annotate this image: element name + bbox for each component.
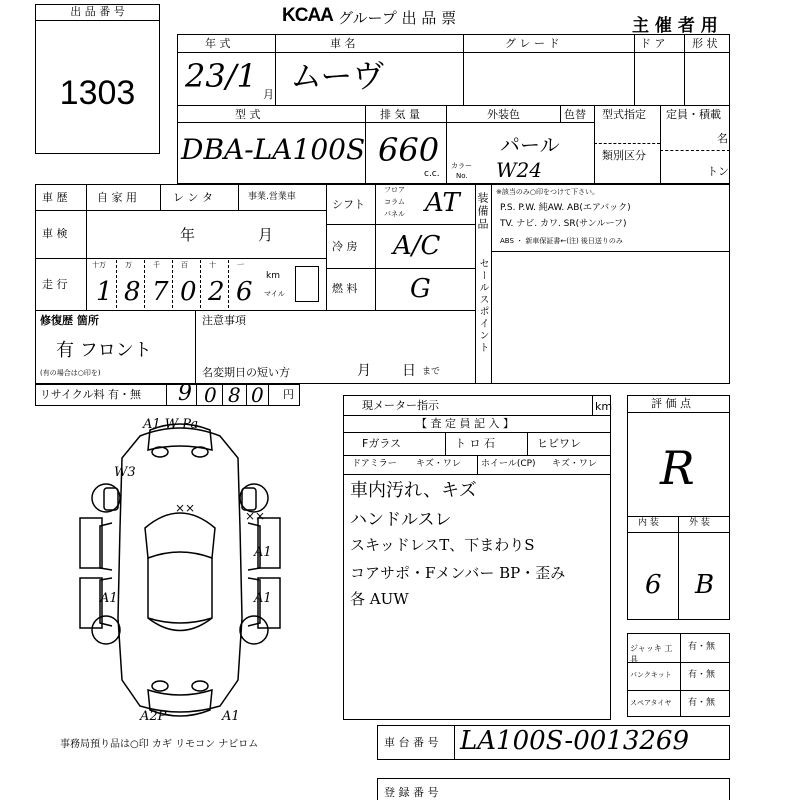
equipment-note: ※該当のみ○印をつけて下さい。	[496, 188, 599, 196]
divider	[144, 260, 145, 308]
divider	[477, 455, 478, 474]
digit-label-10k: 万	[125, 261, 132, 269]
divider	[326, 224, 475, 225]
wheel-scratch-label: キズ・ワレ	[552, 459, 597, 469]
unit-persons: 名	[717, 132, 728, 145]
deadline-label: 名変期日の短い方	[202, 366, 290, 379]
private-use-option: 自 家 用	[97, 191, 137, 204]
divider	[491, 251, 730, 252]
damage-annotation: A1 W Pa	[143, 417, 199, 432]
business-option: 事業.営業車	[248, 192, 296, 202]
car-damage-diagram	[70, 418, 290, 728]
divider	[222, 384, 223, 406]
digit-label-1k: 千	[153, 261, 160, 269]
equipment-label: 装備品	[476, 192, 489, 231]
ext-color-value: パール	[500, 133, 560, 157]
divider	[238, 184, 239, 210]
color-change-label: 色替	[564, 108, 586, 121]
fglass-options: ト ロ 石	[455, 437, 495, 450]
digit-label-1: 一	[237, 261, 244, 269]
divider	[86, 184, 87, 310]
divider	[445, 432, 446, 455]
color-no-value: W24	[496, 158, 543, 182]
shift-value: AT	[425, 188, 460, 218]
color-label: カラー	[451, 162, 472, 170]
mileage-digit: 6	[236, 277, 253, 307]
rating-value: R	[660, 441, 695, 495]
divider	[35, 20, 160, 21]
divider	[375, 184, 376, 310]
deadline-day: 日	[402, 363, 416, 379]
meter-label: 現メーター指示	[362, 399, 439, 412]
divider	[177, 52, 730, 53]
divider	[527, 432, 528, 455]
crack-label: ヒビワレ	[537, 437, 581, 450]
divider	[463, 34, 464, 106]
repair-history-label: 修復歴 箇所	[40, 314, 99, 327]
divider	[177, 105, 730, 106]
divider	[160, 184, 161, 210]
jack-yes-no: 有・無	[688, 642, 716, 652]
divider	[35, 258, 326, 259]
divider	[680, 633, 681, 717]
puncture-kit-label: パンクキット	[630, 671, 672, 679]
door-label: ド ア	[640, 37, 666, 50]
model-designation-label: 型式指定	[602, 108, 646, 121]
fglass-label: Fガラス	[362, 437, 401, 450]
shape-label: 形 状	[692, 37, 718, 50]
yen-unit: 円	[283, 388, 294, 401]
car-name-value: ムーヴ	[290, 57, 385, 95]
registration-label: 登 録 番 号	[384, 786, 439, 799]
rating-label: 評 価 点	[651, 397, 691, 410]
divider	[166, 384, 167, 406]
rental-option: レ ン タ	[173, 191, 213, 204]
digit-label-100: 百	[181, 261, 188, 269]
report-note: 各 AUW	[350, 590, 409, 608]
recycle-digit: 0	[204, 383, 217, 407]
report-note: スキッドレスT、下まわりS	[350, 536, 535, 554]
divider	[343, 474, 611, 475]
spare-tire-label: スペアタイヤ	[630, 699, 672, 707]
repair-note: (有の場合は○印を)	[40, 369, 101, 377]
mirror-scratch-label: キズ・ワレ	[416, 459, 461, 469]
mileage-label: 走 行	[42, 278, 68, 291]
divider	[246, 384, 247, 406]
lot-number: 1303	[59, 74, 136, 112]
mileage-digit: 7	[152, 277, 169, 307]
mileage-digit: 0	[180, 277, 197, 307]
chassis-number-label: 車 台 番 号	[384, 736, 439, 749]
divider	[200, 260, 201, 308]
mileage-digit: 2	[208, 277, 225, 307]
shift-column: コラム	[384, 198, 405, 206]
digit-label-10: 十	[209, 261, 216, 269]
inspection-year: 年	[180, 226, 196, 244]
report-note: ハンドルスレ	[350, 510, 452, 530]
shift-floor: フロア	[384, 186, 405, 194]
unit-ton: トン	[707, 165, 729, 178]
year-value: 23/1	[185, 57, 257, 95]
damage-annotation: ××	[175, 501, 196, 515]
shift-panel: パネル	[384, 210, 405, 218]
damage-annotation: A1	[100, 591, 118, 606]
color-no-label: No.	[456, 172, 468, 180]
form-title: グループ 出 品 票	[338, 9, 457, 27]
equipment-line-2: TV. ナビ. カワ. SR(サンルーフ)	[500, 219, 627, 229]
divider	[326, 184, 327, 310]
caution-label: 注意事項	[202, 314, 246, 327]
report-note: コアサポ・Fメンバー BP・歪み	[350, 564, 566, 582]
door-mirror-label: ドアミラー	[352, 459, 397, 469]
cc-unit: c.c.	[424, 169, 440, 179]
damage-annotation: A1	[254, 591, 272, 606]
divider	[446, 105, 447, 184]
model-label: 型 式	[235, 108, 261, 121]
km-unit: km	[266, 271, 280, 281]
fuel-label: 燃 料	[332, 282, 358, 295]
displacement-label: 排 気 量	[380, 108, 420, 121]
unit-checkbox	[295, 266, 319, 302]
for-host-label: 主 催 者 用	[632, 16, 718, 36]
jack-tools-label: ジャッキ 工 具	[630, 644, 673, 664]
deadline-until: まで	[422, 367, 441, 377]
recycle-digit: 8	[228, 383, 241, 407]
divider	[195, 310, 196, 384]
mileage-digit: 8	[124, 277, 141, 307]
divider	[678, 516, 679, 620]
deadline-month: 月	[357, 363, 371, 379]
recycle-digit: 9	[178, 381, 192, 406]
ext-color-label: 外装色	[487, 108, 520, 121]
divider	[343, 415, 611, 416]
divider	[684, 34, 685, 106]
ac-label: 冷 房	[332, 240, 358, 253]
damage-annotation: A1	[222, 709, 240, 724]
recycle-fee-label: リサイクル料 有・無	[40, 388, 141, 401]
inspection-month: 月	[258, 226, 274, 244]
divider	[594, 143, 660, 144]
fuel-value: G	[410, 274, 431, 304]
divider	[660, 150, 730, 151]
divider	[177, 122, 594, 123]
damage-annotation: A2P	[140, 709, 167, 724]
repair-history-value: 有 フロント	[56, 340, 152, 361]
equipment-line-3: ABS ・ 新車保証書←(注) 後日送りのみ	[500, 237, 623, 245]
interior-value: 6	[645, 570, 662, 600]
year-label: 年 式	[205, 37, 231, 50]
mileage-digit: 1	[96, 277, 113, 307]
divider	[268, 384, 269, 406]
divider	[560, 105, 561, 122]
wheel-label: ホイール(CP)	[481, 459, 536, 469]
report-note: 車内汚れ、キズ	[350, 480, 477, 501]
meter-km-unit: km	[595, 400, 613, 413]
divider	[454, 725, 455, 760]
damage-annotation: ××	[245, 509, 266, 523]
capacity-label: 定員・積載	[666, 108, 721, 121]
divider	[627, 412, 730, 413]
chassis-number-value: LA100S-0013269	[460, 726, 690, 756]
damage-annotation: A1	[254, 545, 272, 560]
divider	[343, 432, 611, 433]
exterior-value: B	[695, 570, 715, 600]
divider	[326, 268, 475, 269]
divider	[35, 210, 326, 211]
displacement-value: 660	[378, 131, 440, 169]
divider	[491, 184, 492, 384]
car-name-label: 車 名	[330, 37, 356, 50]
sales-point-label: セールスポイント	[477, 258, 488, 354]
exterior-label: 外 装	[689, 518, 710, 528]
recycle-digit: 0	[251, 383, 264, 407]
puncture-yes-no: 有・無	[688, 670, 716, 680]
divider	[627, 690, 730, 691]
month-suffix: 月	[263, 88, 274, 101]
divider	[228, 260, 229, 308]
divider	[594, 105, 595, 184]
divider	[592, 395, 593, 415]
examiner-label: 【 査 定 員 記 入 】	[416, 417, 514, 430]
model-value: DBA-LA100S	[181, 133, 366, 166]
interior-label: 内 装	[638, 518, 659, 528]
shift-label: シフト	[332, 198, 365, 211]
category-label: 類別区分	[602, 149, 646, 162]
divider	[35, 310, 475, 311]
spare-yes-no: 有・無	[688, 698, 716, 708]
divider	[196, 384, 197, 406]
inspection-label: 車 検	[42, 227, 68, 240]
damage-annotation: W3	[114, 465, 136, 480]
divider	[172, 260, 173, 308]
history-label: 車 歴	[42, 191, 68, 204]
equipment-line-1: P.S. P.W. 純AW. AB(エアバック)	[500, 203, 631, 213]
mile-unit: マイル	[264, 290, 285, 298]
ac-value: A/C	[393, 231, 441, 261]
divider	[634, 34, 635, 106]
lot-number-label: 出 品 番 号	[70, 5, 125, 18]
grade-label: グ レ ー ド	[505, 37, 560, 50]
divider	[116, 260, 117, 308]
office-items-label: 事務局預り品は○印 カギ リモコン ナビロム	[60, 739, 259, 750]
divider	[660, 105, 661, 184]
divider	[275, 34, 276, 106]
org-logo: KCAA	[282, 5, 333, 26]
digit-label-100k: 十万	[92, 261, 106, 269]
